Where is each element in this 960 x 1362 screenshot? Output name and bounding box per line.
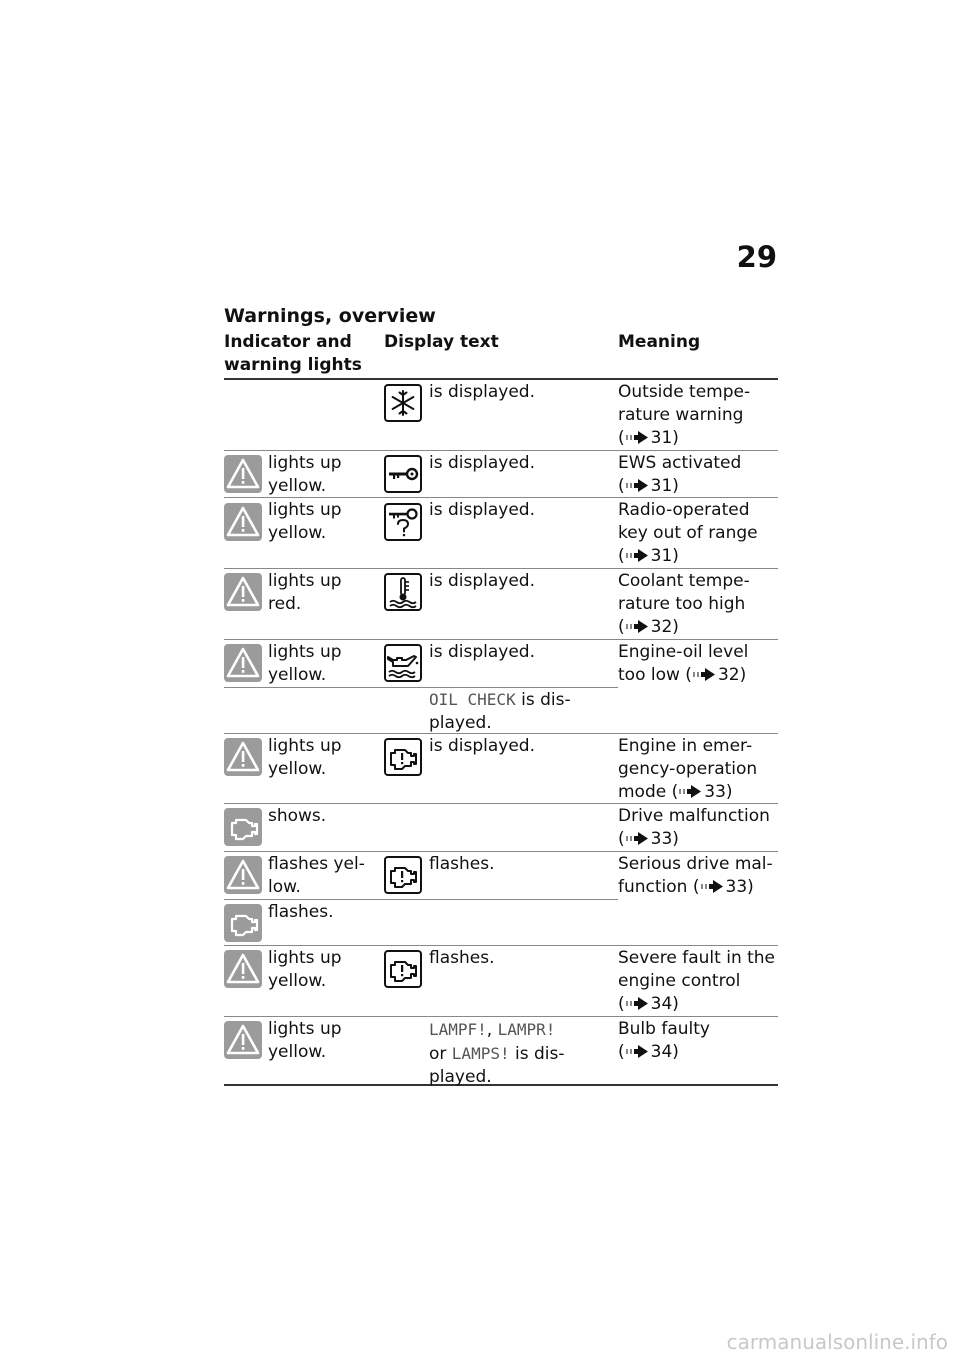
indicator-text: lights up yellow. [268,948,342,991]
arrow-ref-icon [626,1045,648,1058]
meaning-label: Engine in emer- gency-operation mode [618,736,758,802]
display-text: is displayed. [429,382,536,402]
arrow-ref-icon [626,832,648,845]
indicator-text: lights up yellow. [268,642,342,685]
row-divider [224,945,778,946]
engine-icon [224,808,262,846]
row-divider [224,639,778,640]
display-suffix-line2: played. [429,713,492,733]
warning-triangle-icon [224,573,262,611]
meaning-text: Radio-operated key out of range ( 31) [618,500,758,566]
meaning-text: Serious drive mal- function ( 33) [618,854,773,897]
warning-triangle-icon [224,1021,262,1059]
header-indicator: Indicator and warning lights [224,332,362,375]
arrow-ref-icon [679,785,701,798]
row-divider [224,568,778,569]
meaning-text: Outside tempe- rature warning ( 31) [618,382,751,448]
page-ref-link[interactable]: 33 [704,782,726,802]
display-code: LAMPF! [429,1020,487,1039]
display-text: flashes. [429,948,495,968]
engine-icon [224,904,262,942]
meaning-label: Radio-operated key out of range [618,500,758,543]
warning-triangle-icon [224,950,262,988]
engine-warning-icon [384,950,422,988]
page-ref-link[interactable]: 32 [650,617,673,637]
indicator-text: lights up red. [268,571,342,614]
display-separator: , [486,1020,498,1040]
display-suffix-line3: played. [429,1067,492,1087]
meaning-label: Severe fault in the engine control [618,948,776,991]
warning-triangle-icon [224,856,262,894]
indicator-text: lights up yellow. [268,1019,342,1062]
meaning-label: Engine-oil level too low [618,642,749,685]
meaning-text: Coolant tempe- rature too high ( 32) [618,571,750,637]
page-ref-link[interactable]: 33 [725,877,748,897]
arrow-ref-icon [626,479,648,492]
display-text-oil-check [429,688,571,735]
header-rule [224,378,778,380]
meaning-text: EWS activated ( 31) [618,453,742,496]
meaning-label: Serious drive mal- function [618,854,773,897]
arrow-ref-icon [626,431,648,444]
display-text-lamp-codes [429,1018,565,1089]
engine-warning-icon [384,856,422,894]
indicator-text-secondary: flashes. [268,902,334,922]
meaning-text: Bulb faulty ( 34) [618,1019,710,1062]
page-ref-link[interactable]: 31 [650,476,673,496]
meaning-label: Bulb faulty [618,1019,710,1039]
warning-triangle-icon [224,455,262,493]
display-text: is displayed. [429,453,536,473]
row-divider [224,851,778,852]
meaning-label: Drive malfunction [618,806,770,826]
coolant-temperature-icon [384,573,422,611]
indicator-text: flashes yel- low. [268,854,365,897]
display-text: is displayed. [429,736,536,756]
meaning-text: Engine in emer- gency-operation mode ( 33) [618,736,758,802]
display-code: LAMPS! [451,1044,510,1063]
display-text: flashes. [429,854,495,874]
display-code: LAMPR! [497,1020,556,1039]
page-ref-link[interactable]: 34 [650,994,673,1014]
page-ref-link[interactable]: 34 [650,1042,673,1062]
row-divider [224,1016,778,1017]
display-text: is displayed. [429,571,536,591]
display-code: OIL CHECK [429,690,516,709]
page-ref-link[interactable]: 33 [650,829,673,849]
header-display: Display text [384,332,499,352]
indicator-text: shows. [268,806,327,826]
page-ref-link[interactable]: 32 [717,665,740,685]
key-question-icon [384,503,422,541]
page-ref-link[interactable]: 31 [650,428,673,448]
indicator-text: lights up yellow. [268,500,342,543]
meaning-text: Engine-oil level too low ( 32) [618,642,749,685]
meaning-label: Coolant tempe- rature too high [618,571,750,614]
display-or: or [429,1044,452,1064]
warning-triangle-icon [224,644,262,682]
display-text: is displayed. [429,500,536,520]
indicator-text: lights up yellow. [268,453,342,496]
display-suffix: is dis- [515,690,571,710]
row-subdivider [224,899,618,900]
row-divider [224,450,778,451]
meaning-label: Outside tempe- rature warning [618,382,751,425]
watermark: carmanualsonline.info [726,1330,948,1354]
key-icon [384,455,422,493]
arrow-ref-icon [626,997,648,1010]
display-suffix: is dis- [509,1044,565,1064]
page-number: 29 [736,240,777,274]
section-title: Warnings, overview [224,305,436,327]
arrow-ref-icon [701,880,723,893]
page-ref-link[interactable]: 31 [650,546,673,566]
oil-can-icon [384,644,422,682]
warning-triangle-icon [224,738,262,776]
engine-warning-icon [384,738,422,776]
arrow-ref-icon [693,668,715,681]
meaning-text: Drive malfunction ( 33) [618,806,770,849]
header-meaning: Meaning [618,332,701,352]
arrow-ref-icon [626,549,648,562]
meaning-label: EWS activated [618,453,742,473]
indicator-text: lights up yellow. [268,736,342,779]
display-text: is displayed. [429,642,536,662]
meaning-text: Severe fault in the engine control ( 34) [618,948,776,1014]
arrow-ref-icon [626,620,648,633]
snowflake-icon [384,384,422,422]
warning-triangle-icon [224,503,262,541]
